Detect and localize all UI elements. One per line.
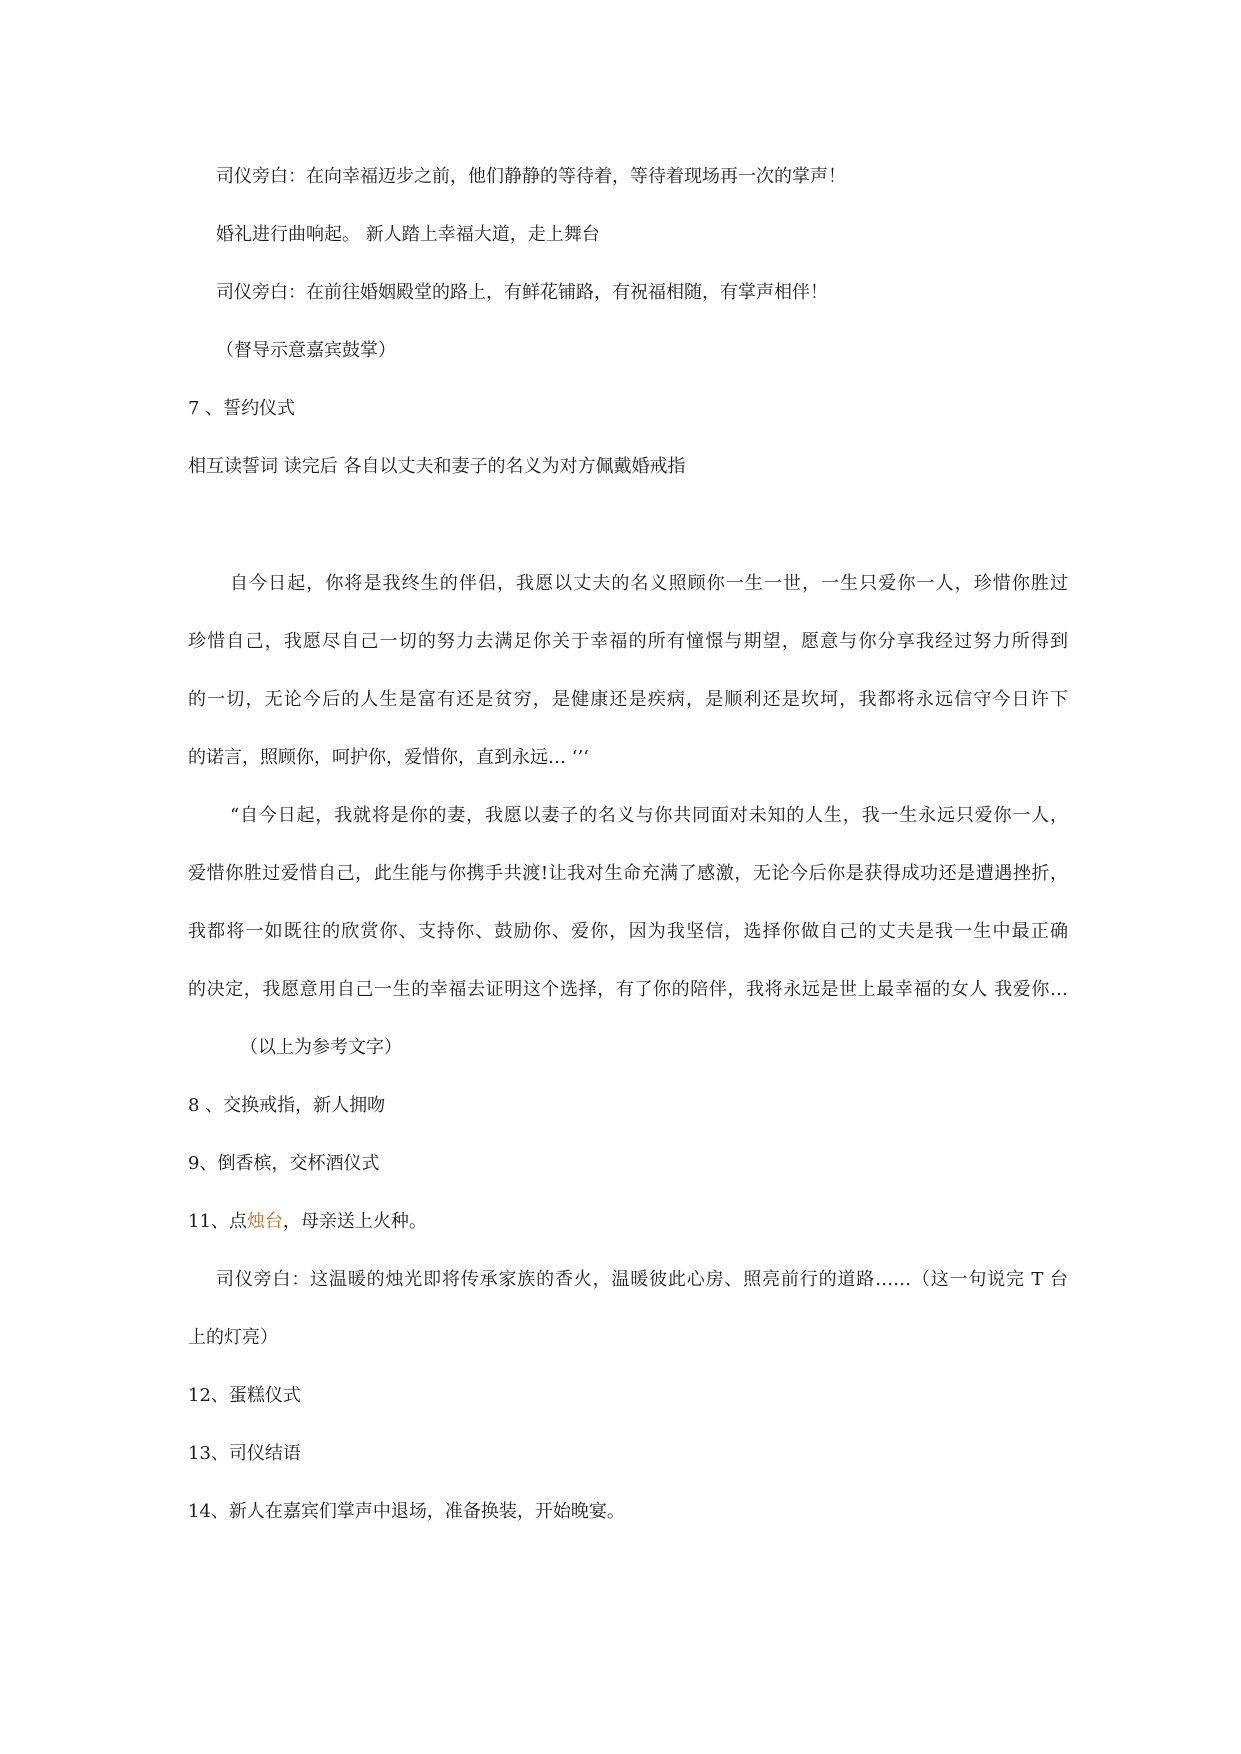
candle-narration-line-1: 司仪旁白：这温暖的烛光即将传承家族的香火，温暖彼此心房、照亮前行的道路……（这一句说完 T 台 [216,1269,1068,1290]
bride-vow-line-4: 的决定，我愿意用自己一生的幸福去证明这个选择，有了你的陪伴，我将永远是世上最幸福的女人 我爱你… [188,979,1068,1000]
section-14-heading: 14、新人在嘉宾们掌声中退场，准备换装，开始晚宴。 [188,1501,625,1522]
bride-vow-line-1: “自今日起，我就将是你的妻，我愿以妻子的名义与你共同面对未知的人生，我一生永远只爱你一人， [230,805,1068,826]
groom-vow-line-1: 自今日起，你将是我终生的伴侣，我愿以丈夫的名义照顾你一生一世，一生只爱你一人，珍惜你胜过 [230,573,1068,594]
section-11-suffix: ，母亲送上火种。 [282,1211,427,1232]
candle-stand-link[interactable]: 烛台 [246,1211,283,1232]
narration-line-1: 司仪旁白：在向幸福迈步之前，他们静静的等待着，等待着现场再一次的掌声！ [216,166,846,187]
bride-vow-line-2: 爱惜你胜过爱惜自己，此生能与你携手共渡!让我对生命充满了感激，无论今后你是获得成功还是遭遇挫折， [188,863,1068,884]
applause-note: （督导示意嘉宾鼓掌） [216,340,396,361]
candle-narration-line-2: 上的灯亮） [188,1327,278,1348]
groom-vow-line-3: 的一切，无论今后的人生是富有还是贫穷，是健康还是疾病，是顺利还是坎坷，我都将永远信守今日许下 [188,689,1068,710]
section-13-heading: 13、司仪结语 [188,1443,301,1464]
narration-line-2: 司仪旁白：在前往婚姻殿堂的路上，有鲜花铺路，有祝福相随，有掌声相伴！ [216,282,828,303]
section-7-heading: 7 、誓约仪式 [188,398,296,419]
section-8-heading: 8 、交换戒指，新人拥吻 [188,1095,386,1116]
section-11-heading [188,1209,1068,1235]
bride-vow-line-3: 我都将一如既往的欣赏你、支持你、鼓励你、爱你，因为我坚信，选择你做自己的丈夫是我一生中最正确 [188,921,1068,942]
vow-instruction: 相互读誓词 读完后 各自以丈夫和妻子的名义为对方佩戴婚戒指 [188,456,686,477]
section-9-heading: 9、倒香槟，交杯酒仪式 [188,1153,380,1174]
groom-vow-line-2: 珍惜自己，我愿尽自己一切的努力去满足你关于幸福的所有憧憬与期望，愿意与你分享我经过努力所得到 [188,631,1068,652]
section-11-prefix: 11、点 [188,1211,247,1232]
wedding-march-line: 婚礼进行曲响起。 新人踏上幸福大道，走上舞台 [216,224,600,245]
section-12-heading: 12、蛋糕仪式 [188,1385,301,1406]
reference-note: （以上为参考文字） [240,1037,402,1058]
groom-vow-line-4: 的诺言，照顾你，呵护你，爱惜你，直到永远… ‘’‘ [188,747,589,768]
